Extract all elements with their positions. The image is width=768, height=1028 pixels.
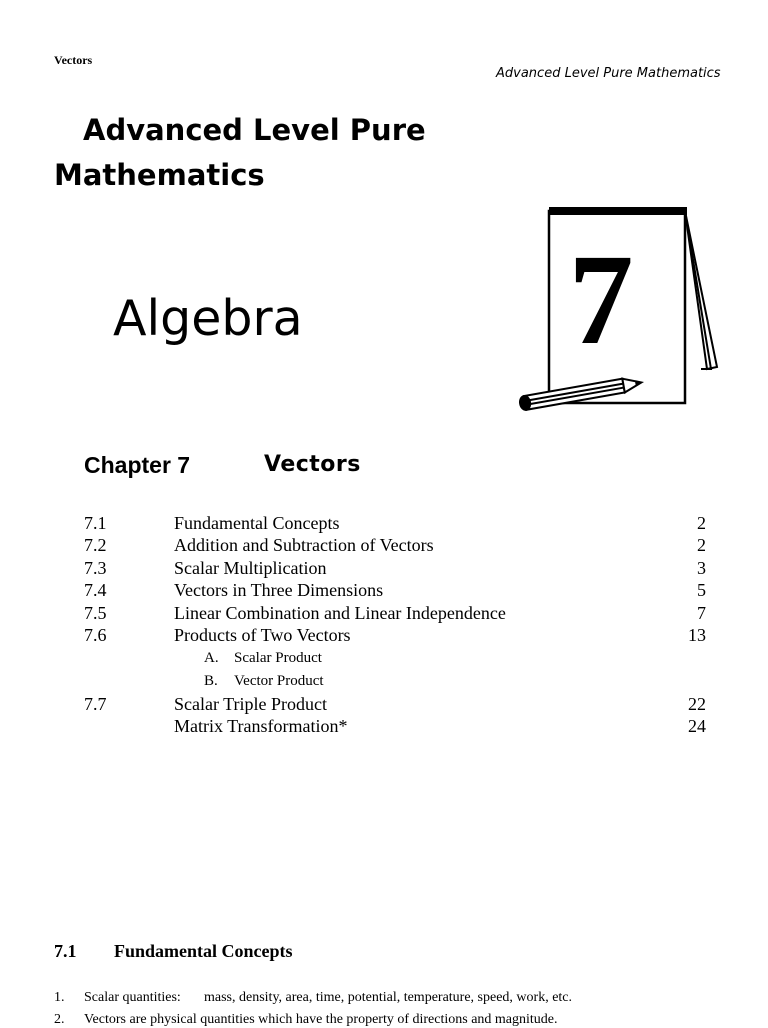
toc-row bbox=[84, 513, 706, 535]
toc-number: 7.4 bbox=[84, 580, 107, 600]
toc-row bbox=[84, 625, 706, 647]
toc-page: 5 bbox=[697, 580, 706, 600]
toc-title: Scalar Multiplication bbox=[174, 558, 327, 578]
toc-title: Matrix Transformation* bbox=[174, 716, 348, 736]
list-item-number: 1. bbox=[54, 990, 65, 1005]
toc-page: 22 bbox=[688, 694, 706, 714]
section-title: Fundamental Concepts bbox=[114, 941, 293, 961]
section-number: 7.1 bbox=[54, 941, 77, 961]
subject-title: Algebra bbox=[113, 290, 303, 347]
book-title bbox=[54, 108, 426, 198]
section-heading bbox=[54, 941, 293, 962]
toc-page: 7 bbox=[697, 603, 706, 623]
toc-sub-title: Vector Product bbox=[234, 673, 324, 689]
toc-row bbox=[84, 558, 706, 580]
toc-page: 13 bbox=[688, 625, 706, 645]
toc-page: 2 bbox=[697, 535, 706, 555]
list-item-number: 2. bbox=[54, 1012, 65, 1027]
list-item-label: Scalar quantities: bbox=[84, 990, 181, 1005]
toc-number: 7.6 bbox=[84, 625, 107, 645]
toc-row bbox=[84, 694, 706, 716]
toc-sub-letter: B. bbox=[204, 673, 218, 689]
toc-row bbox=[84, 603, 706, 625]
list-item bbox=[54, 1012, 558, 1028]
toc-row bbox=[84, 716, 706, 738]
toc-row bbox=[84, 580, 706, 602]
toc-title: Vectors in Three Dimensions bbox=[174, 580, 384, 600]
toc-number: 7.2 bbox=[84, 535, 107, 555]
chapter-name: Vectors bbox=[264, 452, 361, 477]
toc-title: Scalar Triple Product bbox=[174, 694, 327, 714]
book-title-line1: Advanced Level Pure bbox=[83, 113, 426, 147]
toc-title: Fundamental Concepts bbox=[174, 513, 340, 533]
toc-title: Linear Combination and Linear Independence bbox=[174, 603, 506, 623]
toc-sub-title: Scalar Product bbox=[234, 650, 322, 666]
running-header-right: Advanced Level Pure Mathematics bbox=[496, 66, 721, 81]
toc-page: 3 bbox=[697, 558, 706, 578]
toc-subitem bbox=[204, 673, 324, 690]
toc-title: Addition and Subtraction of Vectors bbox=[174, 535, 434, 555]
toc-number: 7.5 bbox=[84, 603, 107, 623]
toc-number: 7.1 bbox=[84, 513, 107, 533]
toc-page: 2 bbox=[697, 513, 706, 533]
toc-sub-letter: A. bbox=[204, 650, 219, 666]
chapter-number: 7 bbox=[568, 228, 634, 372]
toc-title: Products of Two Vectors bbox=[174, 625, 351, 645]
toc-row bbox=[84, 535, 706, 557]
list-item-text: Vectors are physical quantities which have the property of directions and magnitude. bbox=[84, 1012, 558, 1027]
chapter-notepad-icon bbox=[515, 203, 725, 425]
list-item-text: mass, density, area, time, potential, temperature, speed, work, etc. bbox=[204, 990, 573, 1005]
book-title-line2: Mathematics bbox=[54, 158, 265, 192]
running-header-left: Vectors bbox=[54, 53, 93, 67]
toc-number: 7.7 bbox=[84, 694, 107, 714]
list-item bbox=[54, 990, 572, 1006]
toc-number: 7.3 bbox=[84, 558, 107, 578]
toc-subitem bbox=[204, 650, 322, 667]
toc-page: 24 bbox=[688, 716, 706, 736]
chapter-label: Chapter 7 bbox=[84, 452, 191, 478]
